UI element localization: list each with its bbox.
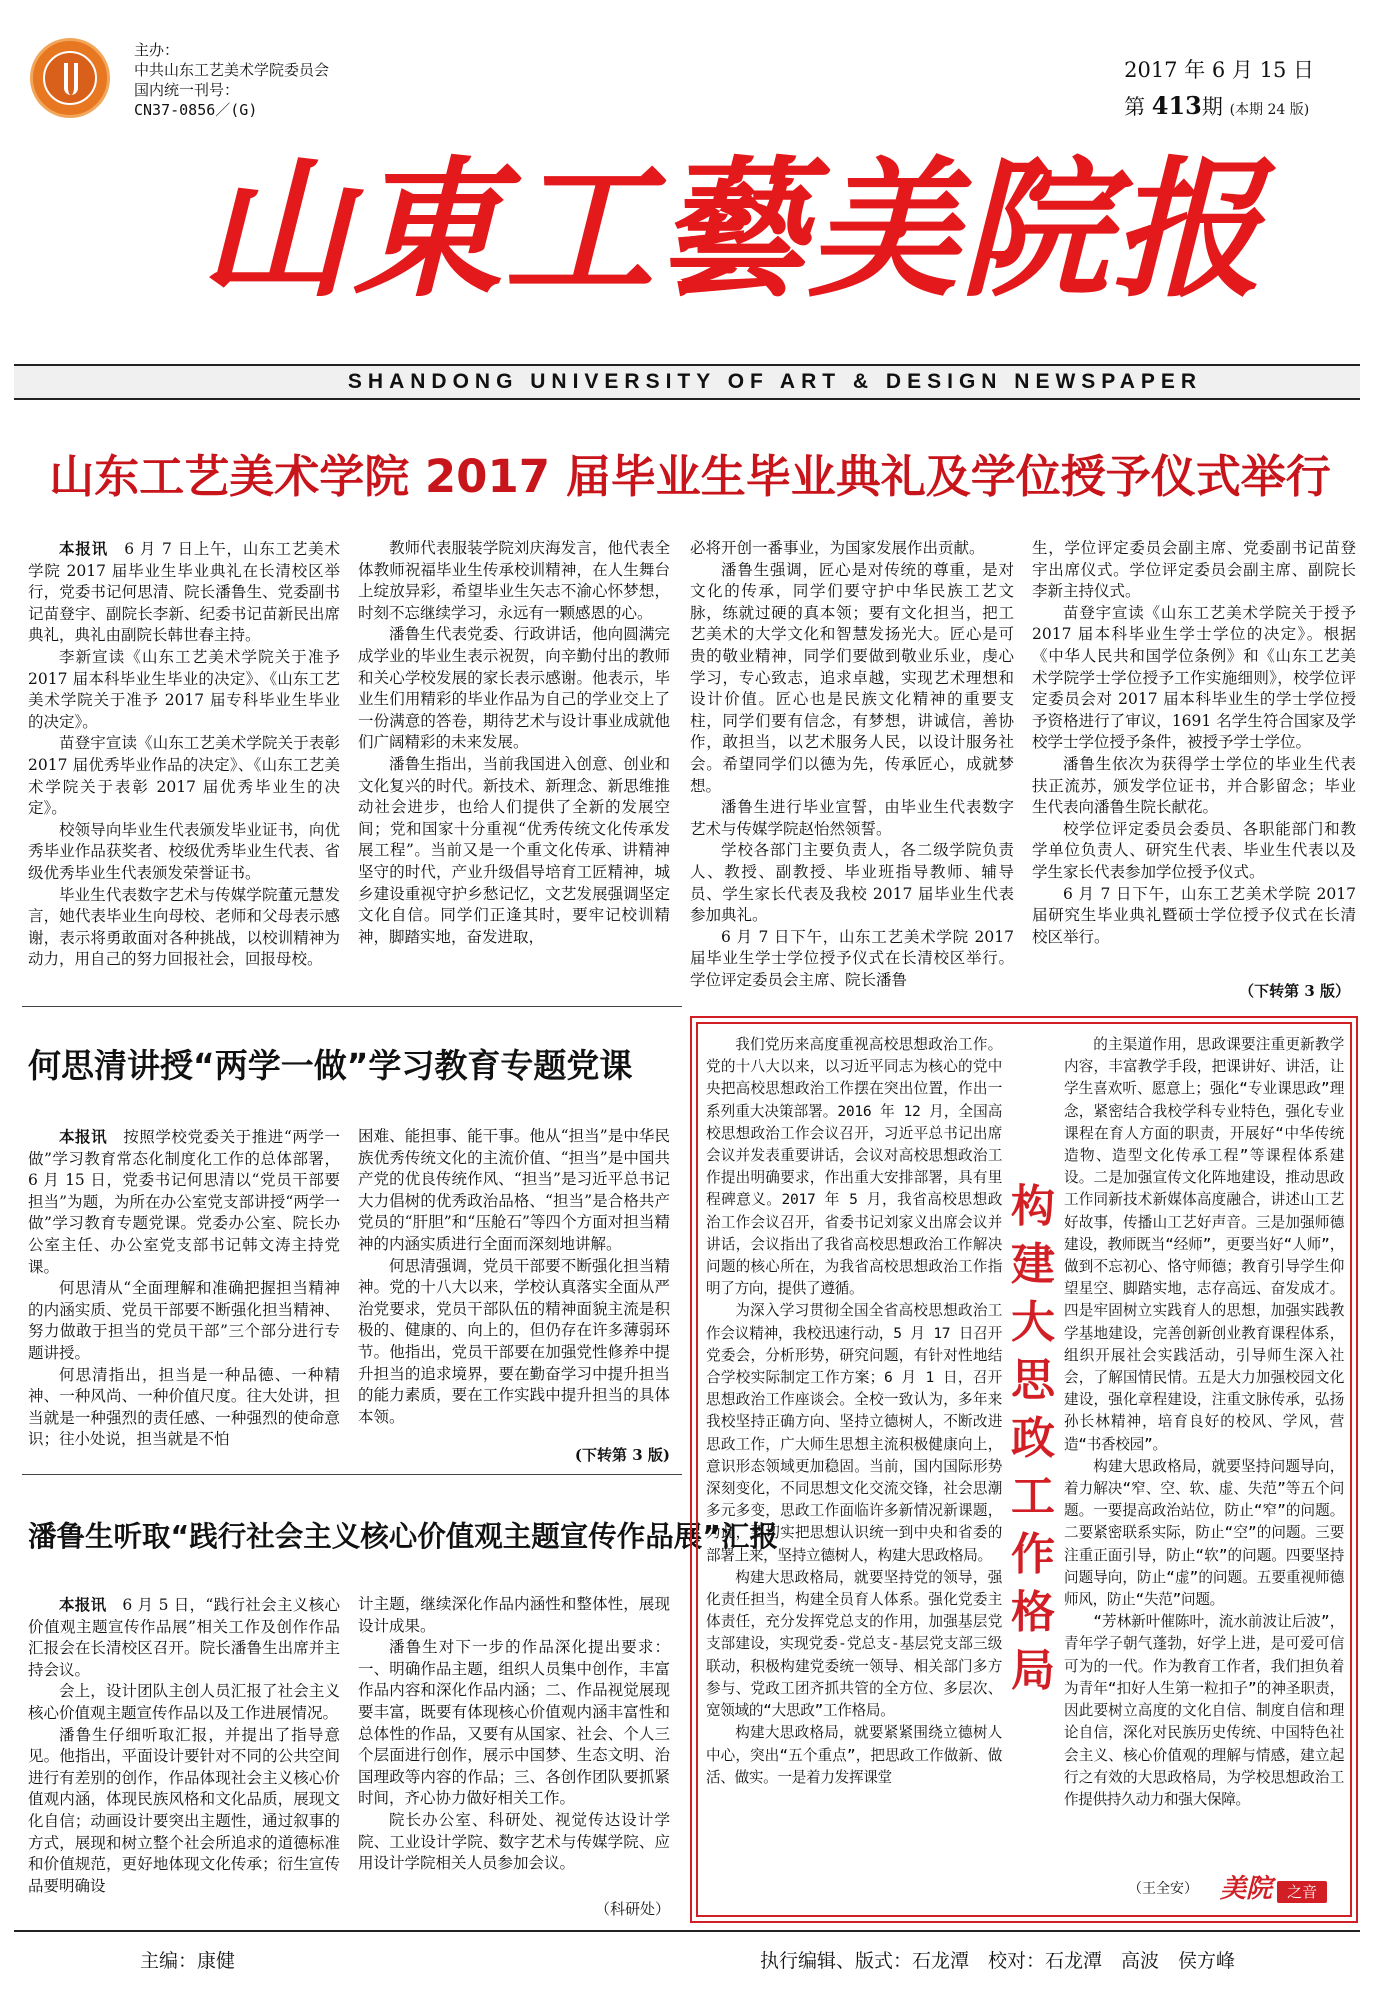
host-line: 中共山东工艺美术学院委员会 xyxy=(134,61,330,79)
article3-column-1 xyxy=(28,1594,340,1924)
paragraph: 本报讯 6 月 7 日上午，山东工艺美术学院 2017 届毕业生毕业典礼在长清校区举行，党委书记何思清、院长潘鲁生、党委副书记苗登宇、副院长李新、纪委书记苗新民出席典礼，典礼由副院长韩世春主持。 xyxy=(28,539,340,645)
vertical-title-char: 思 xyxy=(1011,1355,1055,1406)
paragraph: 潘鲁生强调，匠心是对传统的尊重，是对文化的传承，同学们要守护中华民族工艺文脉，练就过硬的真本领；要有文化担当，把工艺美术的大学文化和智慧发扬光大。匠心是可贵的敬业精神，同学们要做到敬业乐业，虔心学习，专心致志，追求卓越，实现艺术理想和设计价值。匠心也是民族文化精神的重要支柱，同学们要有信念，有梦想，讲诚信，善协作，敢担当，以艺术服务人民，以设计服务社会。希望同学们以德为先，传承匠心，成就梦想。 xyxy=(690,560,1014,795)
article2-transfer-note: (下转第 3 版) xyxy=(574,1446,670,1464)
article1-column-2 xyxy=(358,538,670,978)
paragraph: 构建大思政格局，就要坚持党的领导，强化责任担当，构建全员育人体系。强化党委主体责任，充分发挥党总支的作用，加强基层党支部建设，实现党委-党总支-基层党支部三级联动，积极构建党委统一领导、相关部门多方参与、党政工团齐抓共管的全方位、多层次、宽领域的“大思政”工作格局。 xyxy=(706,1568,1002,1720)
paragraph: 计主题，继续深化作品内涵性和整体性，展现设计成果。 xyxy=(358,1595,670,1635)
issue-suffix: 期 xyxy=(1201,95,1223,119)
article1-transfer-note: （下转第 3 版） xyxy=(1239,982,1350,1000)
vertical-title-char: 构 xyxy=(1011,1181,1055,1232)
footer-editor: 主编：康健 xyxy=(140,1951,236,1972)
article1-column-4 xyxy=(1032,538,1356,978)
issue-number-line xyxy=(1124,88,1314,128)
vertical-title-char: 政 xyxy=(1011,1413,1055,1464)
english-title: SHANDONG UNIVERSITY OF ART & DESIGN NEWSPAPER xyxy=(190,364,1360,400)
paragraph: 教师代表服装学院刘庆海发言，他代表全体教师祝福毕业生传承校训精神，在人生舞台上绽放异彩，希望毕业生矢志不渝心怀梦想，时刻不忘继续学习，永远有一颗感恩的心。 xyxy=(358,539,670,622)
paragraph: “芳林新叶催陈叶，流水前波让后波”，青年学子朝气蓬勃，好学上进，是可爱可信可为的一代。作为教育工作者，我们担负着为青年“扣好人生第一粒扣子”的神圣职责，因此要树立高度的文化自信、制度自信和理论自信，深化对民族历史传统、中国特色社会主义、核心价值观的理解与情感，建立起行之有效的大思政格局，为学校思想政治工作提供持久动力和强大保障。 xyxy=(1064,1613,1344,1808)
paragraph: 潘鲁生对下一步的作品深化提出要求：一、明确作品主题，组织人员集中创作，丰富作品内容和深化作品内涵；二、作品视觉展现要丰富，既要有体现核心价值观内涵丰富性和总体性的作品，又要有从国家、社会、个人三个层面进行创作，展示中国梦、生态文明、治国理政等内容的作品；三、各创作团队要抓紧时间，齐心协力做好相关工作。 xyxy=(358,1638,670,1808)
paragraph: 潘鲁生依次为获得学士学位的毕业生代表扶正流苏，颁发学位证书，并合影留念；毕业生代表向潘鲁生院长献花。 xyxy=(1032,754,1356,817)
vertical-title-char: 局 xyxy=(1011,1645,1055,1696)
paragraph: 何思清指出，担当是一种品德、一种精神、一种风尚、一种价值尺度。往大处讲，担当就是一种强烈的责任感、一种强烈的使命意识；往小处说，担当就是不怕 xyxy=(28,1365,340,1449)
stamp-text: 美院 xyxy=(1220,1874,1273,1904)
issue-prefix: 第 xyxy=(1124,95,1146,119)
newspaper-title: 山東工藝美院报 xyxy=(200,142,1265,318)
paragraph: 潘鲁生进行毕业宣誓，由毕业生代表数字艺术与传媒学院赵怡然领誓。 xyxy=(690,798,1014,838)
issue-number: 413 xyxy=(1151,91,1202,120)
article3-column-2 xyxy=(358,1594,670,1894)
paragraph: 苗登宇宣读《山东工艺美术学院关于表彰 2017 届优秀毕业作品的决定》、《山东工艺美术学院关于表彰 2017 届优秀毕业生的决定》。 xyxy=(28,734,340,818)
article1-column-1 xyxy=(28,538,340,978)
commentary-author: （王全安） xyxy=(1128,1881,1198,1897)
paragraph: 构建大思政格局，就要紧紧围绕立德树人中心，突出“五个重点”，把思政工作做新、做活、做实。一是着力发挥课堂 xyxy=(706,1724,1002,1786)
paragraph: 困难、能担事、能干事。他从“担当”是中华民族优秀传统文化的主流价值、“担当”是中国共产党的优良传统作风、“担当”是习近平总书记大力倡树的优秀政治品格、“担当”是合格共产党员的“肝胆”和“压舱石”等四个方面对担当精神的内涵实质进行全面而深刻地讲解。 xyxy=(358,1127,670,1253)
publisher-info xyxy=(134,40,329,120)
vertical-title-char: 作 xyxy=(1011,1529,1055,1580)
vertical-title-char: 格 xyxy=(1011,1587,1055,1638)
section-divider xyxy=(22,1474,682,1475)
paragraph: 我们党历来高度重视高校思想政治工作。党的十八大以来，以习近平同志为核心的党中央把高校思想政治工作摆在突出位置，作出一系列重大决策部署。2016 年 12 月，全国高校思想政治工作会议召开，习近平总书记出席会议并发表重要讲话，会议对高校思想政治工作提出明确要求，作出重大安排部署，具有里程碑意义。2017 年 5 月，我省高校思想政治工作会议召开，省委书记刘家义出席会议并讲话，会议指出了我省高校思想政治工作解决问题的核心所在，为我省高校思想政治工作指明了方向，提供了遵循。 xyxy=(706,1036,1002,1298)
article2-column-2 xyxy=(358,1126,670,1456)
paragraph: 潘鲁生指出，当前我国进入创意、创业和文化复兴的时代。新技术、新理念、新思维推动社会进步，也给人们提供了全新的发展空间；党和国家十分重视“优秀传统文化传承发展工程”。当前又是一个重文化传承、讲精神坚守的时代，产业升级倡导培育工匠精神，城乡建设重视守护乡愁记忆，文艺发展强调坚定文化自信。同学们正逢其时，要牢记校训精神，脚踏实地，奋发进取， xyxy=(358,754,670,946)
paragraph: 毕业生代表数字艺术与传媒学院董元慧发言，她代表毕业生向母校、老师和父母表示感谢，表示将勇敢面对各种挑战，以校训精神为动力，用自己的努力回报社会，回报母校。 xyxy=(28,885,340,969)
paragraph: 必将开创一番事业，为国家发展作出贡献。 xyxy=(690,539,985,557)
issue-pages: (本期 24 版) xyxy=(1229,102,1310,118)
paragraph: 会上，设计团队主创人员汇报了社会主义核心价值观主题宣传作品以及工作进展情况。 xyxy=(28,1682,340,1722)
paragraph: 学校各部门主要负责人，各二级学院负责人、教授、副教授、毕业班指导教师、辅导员、学生家长代表及我校 2017 届毕业生代表参加典礼。 xyxy=(690,841,1014,925)
paragraph: 6 月 7 日下午，山东工艺美术学院 2017 届毕业生学士学位授予仪式在长清校区举行。学位评定委员会主席、院长潘鲁 xyxy=(690,927,1014,989)
paragraph: 本报讯 6 月 5 日，“践行社会主义核心价值观主题宣传作品展”相关工作及创作作品汇报会在长清校区召开。院长潘鲁生出席并主持会议。 xyxy=(28,1595,340,1679)
paragraph: 生，学位评定委员会副主席、党委副书记苗登宇出席仪式。学位评定委员会副主席、副院长李新主持仪式。 xyxy=(1032,539,1356,601)
article1-column-3 xyxy=(690,538,1014,989)
issue-info xyxy=(1124,52,1314,128)
commentary-vertical-title xyxy=(1008,1178,1058,1700)
paragraph: 李新宣读《山东工艺美术学院关于准予 2017 届本科毕业生毕业的决定》、《山东工艺美术学院关于准予 2017 届专科毕业生毕业的决定》。 xyxy=(28,647,340,731)
footer-rule xyxy=(14,1930,1360,1932)
stamp-tag: 之音 xyxy=(1277,1881,1327,1903)
article2-column-1 xyxy=(28,1126,340,1466)
paragraph: 6 月 7 日下午，山东工艺美术学院 2017 届研究生毕业典礼暨硕士学位授予仪式在长清校区举行。 xyxy=(1032,884,1356,946)
lead-tag: 本报讯 xyxy=(59,1595,107,1614)
article3-byline: （科研处） xyxy=(594,1900,670,1918)
host-line: 国内统一刊号： xyxy=(134,81,240,99)
paragraph: 为深入学习贯彻全国全省高校思想政治工作会议精神，我校迅速行动，5 月 17 日召开党委会，分析形势，研究问题，有针对性地结合学校实际制定工作方案；6 月 1 日，召开思想政治工作座谈会。全校一致认为，多年来我校坚持正确方向、坚持立德树人，不断改进思政工作，广大师生思想主流积极健康向上，意识形态领域更加稳固。当前，国内国际形势深刻变化，不同思想文化交流交锋，社会思潮多元多变，思政工作面临许多新情况新课题，为此，要切实把思想认识统一到中央和省委的部署上来，坚持立德树人，构建大思政格局。 xyxy=(706,1302,1002,1564)
commentary-column-2 xyxy=(1064,1034,1344,1886)
paragraph: 构建大思政格局，就要坚持问题导向，着力解决“窄、空、软、虚、失范”等五个问题。一要提高政治站位，防止“窄”的问题。二要紧密联系实际，防止“空”的问题。三要注重正面引导，防止“软”的问题。四要坚持问题导向，防止“虚”的问题。五要重视师德师风，防止“失范”问题。 xyxy=(1064,1457,1344,1609)
paragraph: 校学位评定委员会委员、各职能部门和教学单位负责人、研究生代表、毕业生代表以及学生家长代表参加学位授予仪式。 xyxy=(1032,819,1356,881)
host-line: CN37-0856／(G) xyxy=(134,101,258,119)
paragraph: 校领导向毕业生代表颁发毕业证书，向优秀毕业作品获奖者、校级优秀毕业生代表、省级优秀毕业生代表颁发荣誉证书。 xyxy=(28,820,340,882)
article2-headline: 何思清讲授“两学一做”学习教育专题党课 xyxy=(28,1046,633,1085)
section-divider xyxy=(22,1006,682,1007)
paragraph: 院长办公室、科研处、视觉传达设计学院、工业设计学院、数字艺术与传媒学院、应用设计学院相关人员参加会议。 xyxy=(358,1810,670,1873)
vertical-title-char: 大 xyxy=(1011,1297,1055,1348)
paragraph: 何思清从“全面理解和准确把握担当精神的内涵实质、党员干部要不断强化担当精神、努力做敢于担当的党员干部”三个部分进行专题讲授。 xyxy=(28,1279,340,1362)
commentary-column-1 xyxy=(706,1034,1002,1904)
article1-headline: 山东工艺美术学院 2017 届毕业生毕业典礼及学位授予仪式举行 xyxy=(49,450,1331,503)
paragraph: 潘鲁生仔细听取汇报，并提出了指导意见。他指出，平面设计要针对不同的公共空间进行有差别的创作，作品体现社会主义核心价值观内涵，体现民族风格和文化品质，展现文化自信；动画设计要突出主题性，通过叙事的方式，展现和树立整个社会所追求的道德标准和价值规范，更好地体现文化传承；衍生宣传品要明确设 xyxy=(28,1725,340,1895)
title-bar-left xyxy=(14,364,190,400)
paragraph: 潘鲁生代表党委、行政讲话，他向圆满完成学业的毕业生表示祝贺，向辛勤付出的教师和关心学校发展的家长表示感谢。他表示，毕业生们用精彩的毕业作品为自己的学业交上了一份满意的答卷，期待艺术与设计事业成就他们广阔精彩的未来发展。 xyxy=(358,625,670,752)
vertical-title-char: 建 xyxy=(1011,1239,1055,1290)
host-line: 主办： xyxy=(134,41,180,59)
article3-headline: 潘鲁生听取“践行社会主义核心价值观主题宣传作品展”汇报 xyxy=(28,1520,778,1553)
vertical-title-char: 工 xyxy=(1011,1471,1055,1522)
column-stamp xyxy=(1220,1868,1327,1905)
issue-date: 2017 年 6 月 15 日 xyxy=(1124,58,1314,82)
university-seal-icon xyxy=(30,38,110,118)
paragraph: 的主渠道作用，思政课要注重更新教学内容，丰富教学手段，把课讲好、讲活，让学生喜欢听、愿意上；强化“专业课思政”理念，紧密结合我校学科专业特色，强化专业课程在育人方面的职责，开展好“中华传统造物、造型文化传承工程”等课程体系建设。二是加强宣传文化阵地建设，推动思政工作同新技术新媒体高度融合，讲述山工艺好故事，传播山工艺好声音。三是加强师德建设，教师既当“经师”，更要当好“人师”，做到不忘初心、恪守师德；教育引导学生仰望星空、脚踏实地，志存高远、奋发成才。四是牢固树立实践育人的思想，加强实践教学基地建设，完善创新创业教育课程体系，组织开展社会实践活动，引导师生深入社会，了解国情民情。五是大力加强校园文化建设，强化章程建设，注重文脉传承，弘扬孙长林精神，培育良好的校风、学风，营造“书香校园”。 xyxy=(1064,1036,1344,1453)
footer-credits: 执行编辑、版式：石龙潭 校对：石龙潭 高波 侯方峰 xyxy=(760,1951,1236,1972)
paragraph: 苗登宇宣读《山东工艺美术学院关于授予 2017 届本科毕业生学士学位的决定》。根据《中华人民共和国学位条例》和《山东工艺美术学院学士学位授予工作实施细则》，校学位评定委员会对 2017 届本科毕业生的学士学位授予资格进行了审议，1691 名学生符合国家及学校学士学位授予条件，被授予学士学位。 xyxy=(1032,603,1356,752)
paragraph: 何思清强调，党员干部要不断强化担当精神。党的十八大以来，学校认真落实全面从严治党要求，党员干部队伍的精神面貌主流是积极的、健康的、向上的，但仍存在许多薄弱环节。他指出，党员干部要在加强党性修养中提升担当的追求境界，要在勤奋学习中提升担当的能力素质，要在工作实践中提升担当的具体本领。 xyxy=(358,1256,670,1426)
lead-tag: 本报讯 xyxy=(59,539,108,558)
lead-tag: 本报讯 xyxy=(59,1127,108,1146)
paragraph: 本报讯 按照学校党委关于推进“两学一做”学习教育常态化制度化工作的总体部署，6 月 15 日，党委书记何思清以“党员干部要担当”为题，为所在办公室党支部讲授“两学一做”学习教育专题党课。党委办公室、院长办公室主任、办公室党支部书记韩文涛主持党课。 xyxy=(28,1127,340,1276)
